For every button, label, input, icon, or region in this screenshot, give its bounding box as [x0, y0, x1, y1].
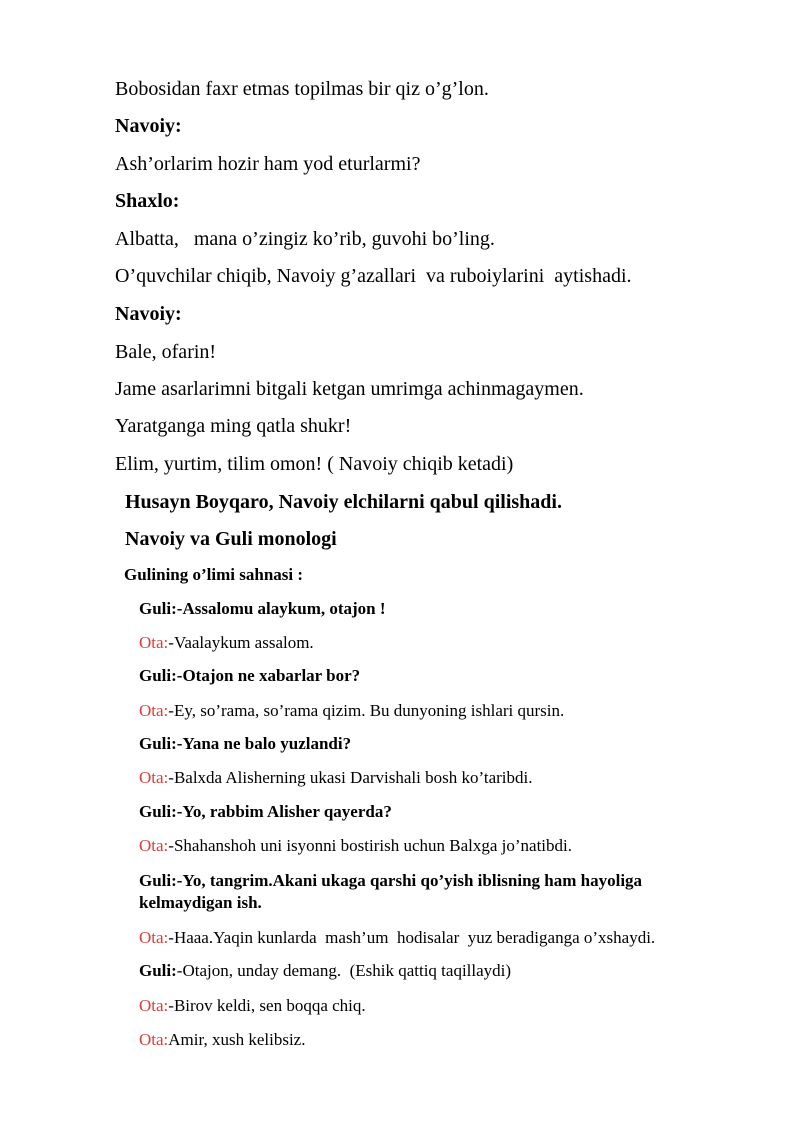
dialogue-line [139, 1031, 305, 1048]
speaker-ota: Ota: [139, 996, 169, 1015]
speaker-guli: Guli: [139, 802, 177, 821]
text-line: Yaratganga ming qatla shukr! [115, 415, 352, 437]
scene-title: Gulining o’limi sahnasi : [124, 565, 304, 584]
dialogue-line [139, 735, 351, 752]
speaker-guli: Guli: [139, 961, 177, 980]
dialogue-text: -Yana ne balo yuzlandi? [176, 734, 352, 753]
dialogue-text: -Yo, rabbim Alisher qayerda? [176, 802, 392, 821]
speaker-ota: Ota: [139, 701, 169, 720]
text-line: Bobosidan faxr etmas topilmas bir qiz o’g’lon. [115, 78, 489, 100]
section-heading: Husayn Boyqaro, Navoiy elchilarni qabul qilishadi. [125, 491, 562, 513]
dialogue-line [139, 803, 392, 820]
dialogue-line-continuation: kelmaydigan ish. [139, 893, 262, 912]
dialogue-line [139, 634, 314, 651]
speaker-guli: Guli: [139, 734, 177, 753]
dialogue-text: -Vaalaykum assalom. [168, 633, 314, 652]
text-line: Albatta, mana o’zingiz ko’rib, guvohi bo’ling. [115, 228, 495, 250]
speaker-ota: Ota: [139, 1030, 169, 1049]
dialogue-line [139, 962, 511, 979]
dialogue-line [139, 997, 366, 1014]
dialogue-text: -Otajon ne xabarlar bor? [176, 666, 361, 685]
dialogue-line [139, 872, 642, 889]
text-line: Jame asarlarimni bitgali ketgan umrimga achinmagaymen. [115, 378, 584, 400]
speaker-guli: Guli: [139, 599, 177, 618]
dialogue-text: -Ey, so’rama, so’rama qizim. Bu dunyoning ishlari qursin. [168, 701, 565, 720]
speaker-ota: Ota: [139, 768, 169, 787]
text-line: Elim, yurtim, tilim omon! ( Navoiy chiqib ketadi) [115, 453, 514, 475]
speaker-heading-shaxlo: Shaxlo: [115, 190, 180, 212]
dialogue-text: Amir, xush kelibsiz. [168, 1030, 306, 1049]
speaker-guli: Guli: [139, 871, 177, 890]
dialogue-text: -Assalomu alaykum, otajon ! [176, 599, 386, 618]
dialogue-line [139, 929, 655, 946]
text-line: Bale, ofarin! [115, 341, 217, 363]
dialogue-line [139, 837, 572, 854]
speaker-ota: Ota: [139, 928, 169, 947]
speaker-heading-navoiy: Navoiy: [115, 303, 182, 325]
dialogue-text: -Yo, tangrim.Akani ukaga qarshi qo’yish iblisning ham hayoliga [176, 871, 643, 890]
dialogue-text: -Birov keldi, sen boqqa chiq. [168, 996, 366, 1015]
dialogue-text: -Otajon, unday demang. (Eshik qattiq taqillaydi) [176, 961, 512, 980]
dialogue-line [139, 769, 532, 786]
dialogue-line [139, 702, 564, 719]
dialogue-text: -Haaa.Yaqin kunlarda mash’um hodisalar yuz beradiganga o’xshaydi. [168, 928, 656, 947]
dialogue-text: -Balxda Alisherning ukasi Darvishali bosh ko’taribdi. [168, 768, 533, 787]
section-heading: Navoiy va Guli monologi [125, 528, 337, 550]
speaker-ota: Ota: [139, 836, 169, 855]
speaker-guli: Guli: [139, 666, 177, 685]
speaker-heading-navoiy: Navoiy: [115, 115, 182, 137]
speaker-ota: Ota: [139, 633, 169, 652]
dialogue-line [139, 667, 360, 684]
dialogue-text: -Shahanshoh uni isyonni bostirish uchun Balxga jo’natibdi. [168, 836, 572, 855]
stage-direction: O’quvchilar chiqib, Navoiy g’azallari va ruboiylarini aytishadi. [115, 265, 632, 287]
text-line: Ash’orlarim hozir ham yod eturlarmi? [115, 153, 421, 175]
dialogue-line [139, 600, 386, 617]
